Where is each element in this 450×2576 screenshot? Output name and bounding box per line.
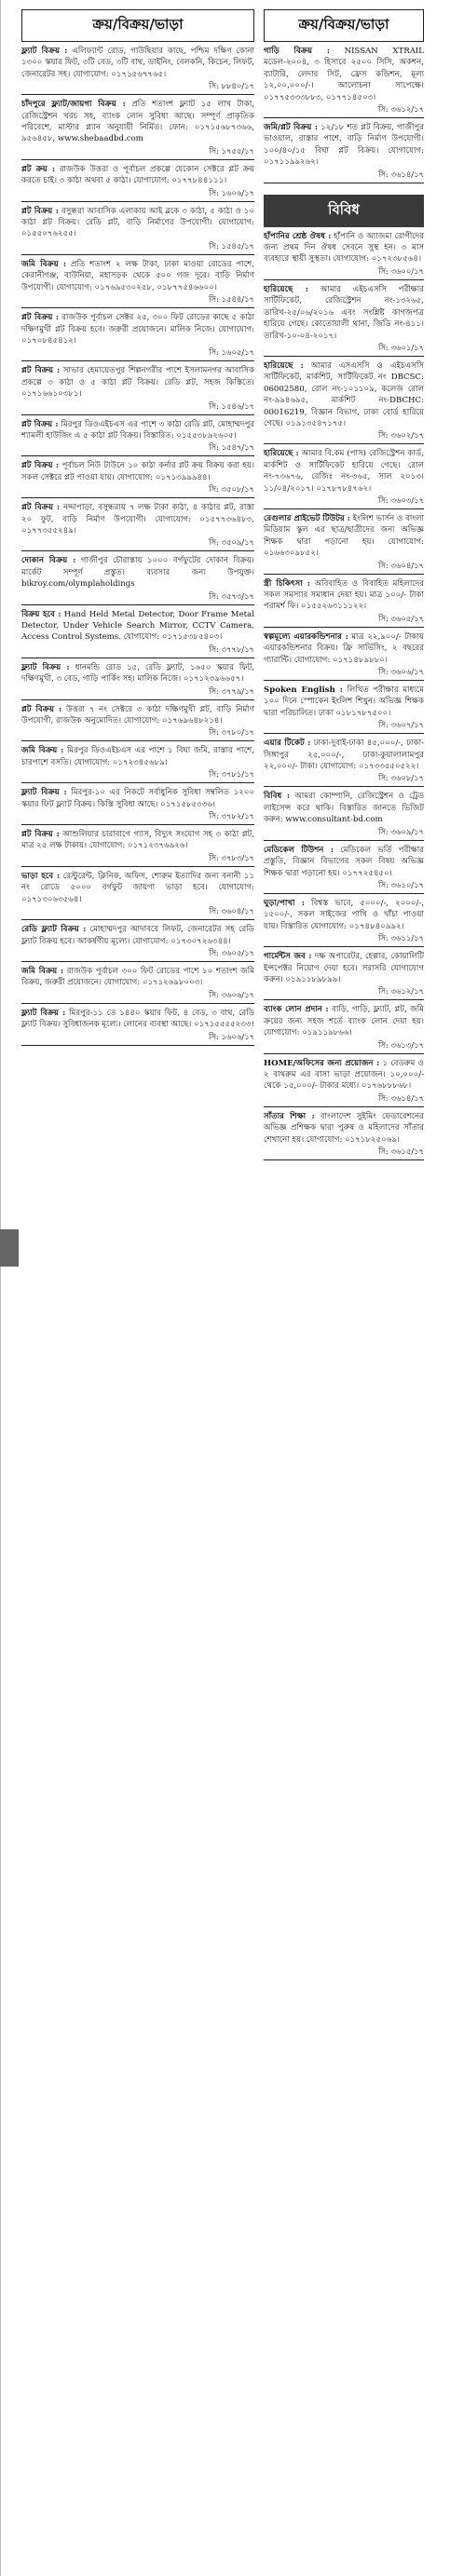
- ad-reference-code: সি: ৩৭৮০/১৭: [209, 727, 254, 738]
- ad-text: আমার বি.কম (পাস) রেজিস্ট্রেশন কার্ড, মার্কশিট ও সার্টিফিকেট হারিয়ে গেছে। রোল নং-৭৩৬৭৬, রেজিঃ নং-৩৬৫, সাল ২০১৩। ১১/০৪/২০১৭। ০১৭৮৭৮৪৭৬২।: [264, 449, 424, 494]
- ad-text: উত্তরা ৭ নং সেক্টরে ৩ কাঠা দক্ষিণমুখী প্লট, বাড়ি নির্মাণ উপযোগী, রাজউক অনুমোদিত। যোগাযোগ: ০১৭৬৯৬৪৮২১৪।: [21, 704, 254, 726]
- ad-body: [21, 704, 254, 727]
- classified-ad: [264, 448, 424, 509]
- ad-reference-code: সি: ৩৬০০/১৭: [378, 265, 424, 276]
- ad-title: রেগুলার প্রাইভেট টিউটর :: [264, 513, 350, 523]
- ad-body: [264, 845, 424, 879]
- ad-body: [264, 685, 424, 719]
- ad-title: প্লট বিক্রয় :: [21, 366, 61, 376]
- ad-body: [21, 829, 254, 852]
- ad-reference-code: সি: ৩৭৭৮/১৭: [209, 644, 254, 654]
- ad-body: [264, 1058, 424, 1092]
- ad-body: [21, 1008, 254, 1031]
- ad-text: ইংলিশ ভার্সন ও বাংলা মিডিয়াম স্কুল এর ছাত্র/ছাত্রীদের জন্য অভিজ্ঞ শিক্ষক দ্বারা পড়ানো হয়। যোগাযোগ: ০১৬৬৩০৯৮৫২।: [264, 513, 424, 559]
- ad-separator: [264, 893, 424, 894]
- ad-text: আশুলিয়ার চারাবাগে গ্যাস, বিদ্যুৎ সংযোগ সহ ৩ কাঠা প্লট, মাত্র ২৫ লক্ষ টাকায়। যোগাযোগ: ০১৭১২৩৭৬৯২৬।: [21, 830, 254, 851]
- ad-reference-code: সি: ১৫৪৭/১৭: [209, 442, 254, 453]
- ad-text: ১ বেডরুম ও ২ বাথরুম এর বাসা ভাড়া প্রয়োজন। ১০,০০০/- থেকে ১৫,০০০/- টাকার মধ্যে। ০১৭৬৮৮৮৬৮।: [264, 1058, 425, 1091]
- ad-body: [264, 231, 424, 265]
- classified-ad: [21, 164, 254, 202]
- ad-text: মিরপুর-১০ এর নিকটে সর্বাধুনিক সুবিধা সম্বলিত ১২০০ স্কয়ার ফিট ফ্ল্যাট বিক্রয়। কিস্তি সুবিধা আছে। ০১৭১৫৮৫৩৩৬।: [21, 788, 255, 809]
- ad-title: জমি/প্লট বিক্রয় :: [264, 123, 319, 133]
- ad-body: [21, 871, 254, 905]
- classified-ad: [21, 829, 254, 867]
- ad-title: চাঁদপুরে ফ্ল্যাট/জায়গা বিক্রয় :: [21, 100, 126, 110]
- ad-reference-code: সি: ৩৬১২/১৭: [378, 986, 424, 997]
- ad-separator: [21, 699, 254, 700]
- ad-text: বসুন্ধরা আবাসিক এলাকায় আই ব্লকে ৩ কাঠা, ৫ কাঠা ও ১০ কাঠা প্লট বিক্রয়। রেডি প্লট, বাড়ি নির্মাণের উপযোগী। যোগাযোগ: ০১৫৫০৭৬২৫৫।: [21, 206, 254, 239]
- ad-reference-code: সি: ৩৬০৬/১৭: [378, 667, 424, 677]
- classified-ad: [21, 259, 254, 308]
- classified-ad: [264, 685, 424, 734]
- ad-separator: [264, 627, 424, 628]
- ad-separator: [21, 740, 254, 741]
- ad-separator: [264, 786, 424, 787]
- ad-text: রাজউক পূর্বাচল ৩০০ ফিট রোডের পাশে ১০ শতাংশ জমি বিক্রয়, জরুরী প্রয়োজনে। যোগাযোগ: ০১৭১২৬৯৮০০৩।: [21, 966, 254, 988]
- classified-ad: [264, 578, 424, 628]
- ad-reference-code: সি: ১৬০৫/১৭: [209, 347, 254, 358]
- classified-ad: [21, 966, 254, 1004]
- ad-separator: [264, 279, 424, 280]
- ad-text: প্রতি শতাংশ ২ লক্ষ টাকা, ঢাকা মাওয়া রোডের পাশে, কেরানীগঞ্জ, বাউনিয়া, মহাসড়ক থেকে ৫০০ গজ দূরে। বাড়ি নির্মাণ উপযোগী। যোগাযোগ: ০১৭৬৯৫৩০২৫৮, ০১৮৭৭৫৪৬৬০০।: [21, 259, 254, 292]
- ad-title: প্লট বিক্রয় :: [21, 313, 60, 323]
- classified-ad: [264, 898, 424, 947]
- ad-separator: [264, 840, 424, 841]
- ad-title: বিবিধ :: [264, 792, 291, 802]
- ad-separator: [21, 94, 254, 95]
- miscellaneous-ads-list: [264, 231, 424, 1160]
- ad-separator: [21, 824, 254, 825]
- ad-text: এলিফ্যান্ট রোড, গাউছিয়ার কাছে, পশ্চিম দক্ষিণ কোনা ১৩০০ স্কয়ার ফিট, ৩টি বেড, ৩টি বাথ, ডাইনিং, বেলকনি, কিচেন, লিফট, জেনারেটর সহ। যোগাযোগ: ০১৭১৫৬৭৭৬৫।: [21, 47, 255, 79]
- ad-title: জমি বিক্রয় :: [21, 966, 64, 976]
- ad-body: [264, 448, 424, 495]
- ad-separator: [21, 961, 254, 962]
- ad-separator: [264, 1159, 424, 1160]
- ad-text: মাত্র ২২,৯০০/- টাকায় এয়ারকন্ডিশনার বিক্রয়। ফ্রি সার্ভিসিং, ২ বছরের গ্যারান্টি। যোগাযোগ: ০১৭১৪৮৯৮৮০।: [264, 631, 425, 665]
- ad-separator: [21, 159, 254, 160]
- ad-title: জমি বিক্রয় :: [21, 746, 64, 756]
- ad-reference-code: সি: ৩৬১৫/১৭: [378, 1146, 424, 1156]
- middle-ads-list: [264, 46, 424, 183]
- ad-body: [264, 631, 424, 666]
- ad-text: NISSAN XTRAIL মডেল-২০০৪, ৩ হিসাবে ২৫০০ সিসি, অকশন, ব্যাটারি, লেদার সিট, ফ্রেস কন্ডিশন, মূল্য ১২,০০,০০০/-। আলোচনা সাপেক্ষে। ০১৭৭৫৩৩৩৮৮৩, ০১৭৭১৪৫০৩।: [264, 47, 425, 102]
- ad-title: ব্যাংক লোন প্রদান :: [264, 1005, 329, 1015]
- ad-reference-code: সি: ৩৭৮৩/১৭: [209, 852, 254, 862]
- ad-reference-code: সি: ৩৬১২/১৭: [378, 104, 424, 115]
- ad-body: [21, 966, 254, 989]
- classified-ad: [264, 951, 424, 1000]
- classified-ad: [21, 787, 254, 825]
- ad-title: হারিয়েছে :: [264, 360, 304, 371]
- classified-ad: [264, 1058, 424, 1107]
- ad-title: Spoken English :: [264, 685, 343, 696]
- ad-text: অবিবাহিত ও বিবাহিত মহিলাদের সকল সমস্যার সমাধান দেয়া হয়। মাত্র ১০০/- টাকা পরামর্শ ফি। ০১৫৫২৬৩১১১২২।: [264, 578, 425, 612]
- classified-ad: [21, 609, 254, 658]
- ad-reference-code: সি: ৩৬০৯/১৭: [378, 826, 424, 836]
- ad-reference-code: সি: ৩৬০৩/১৭: [378, 495, 424, 505]
- ad-reference-code: সি: ৩৬০৪/১৭: [378, 560, 424, 570]
- ad-text: মিরপুর ডিওএইচএস এর পাশে ১ বিঘা জমি, রাস্তার পাশে, চারপাশে বসতি। যোগাযোগ: ০১৭২৩৪৫৬৮৯।: [21, 746, 254, 767]
- ad-reference-code: সি: ৩৭৭৯/১৭: [209, 685, 254, 696]
- ad-body: [21, 502, 254, 536]
- classified-ad: [21, 662, 254, 700]
- classified-ad: [264, 360, 424, 444]
- ad-title: গাড়ি বিক্রয় :: [264, 47, 330, 56]
- ad-reference-code: সি: ৩৭৮২/১৭: [209, 811, 254, 821]
- ad-reference-code: সি: ৩৬১১/১৭: [378, 933, 424, 943]
- ad-title: দোকান বিক্রয় :: [21, 556, 76, 566]
- ad-body: [21, 609, 254, 644]
- ad-body: [264, 284, 424, 342]
- classified-ad: [264, 122, 424, 183]
- ad-text: নদ্দাপাড়া, বসুন্ধরায় ৭ লক্ষ টাকা কাঠা, ৪ কাঠার প্লট, রাস্তা ২০ ফুট, বাড়ি নির্মাণ উপযোগী। যোগাযোগ: ০১৫৭৭৩৬৪৮৩, ০১৭৭৩৫৫২৪৯।: [21, 503, 254, 536]
- ad-separator: [264, 680, 424, 681]
- ad-title: স্বল্পমূল্যে এয়ারকন্ডিশনার :: [264, 631, 348, 642]
- ad-separator: [21, 919, 254, 920]
- ad-body: [264, 1111, 424, 1146]
- ad-text: মিরপুর ডিওএইচএস এর পাশে ৩ কাঠা রেডি প্লট, মোহাম্মদপুর শ্যামলী হাউজিং এ ৫ কাঠা প্লট বিক্রয়। বিস্তারিত: ০১৫৫৩৮৯২৬০৫।: [21, 419, 255, 441]
- ad-reference-code: সি: ৩৬১০/১৭: [378, 879, 424, 889]
- ad-body: [264, 122, 424, 169]
- ad-title: প্লট বিক্রয় :: [21, 461, 60, 471]
- ad-title: জমি বিক্রয় :: [21, 259, 67, 269]
- classified-ad: [21, 745, 254, 783]
- ad-separator: [264, 1106, 424, 1107]
- ad-separator: [21, 550, 254, 551]
- ad-text: ধানমন্ডি রোড ১৫, রেডি ফ্ল্যাট, ১৬৫০ স্কয়ার ফিট, দক্ষিণমুখী, ৩ বেড, গাড়ি পার্কিং সহ। মালিক নিজে। ০১৭১২৩৯৬৬৫৭।: [21, 662, 254, 685]
- ad-body: [21, 312, 254, 346]
- ad-title: প্লট বিক্রয় :: [21, 419, 59, 429]
- ad-separator: [21, 782, 254, 783]
- ad-reference-code: সি: ৩৭৮১/১৭: [209, 769, 254, 780]
- ad-body: [264, 513, 424, 560]
- ad-separator: [21, 497, 254, 498]
- ad-body: [21, 460, 254, 483]
- ad-text: আমার এইচএসসি পরীক্ষার সার্টিফিকেট, রেজিস্ট্রেশন নং-১৩২৬৫, তারিখ-২৫/০৬/২০১৬ এবং সংশ্লিষ্ট কাগজপত্র হারিয়ে গেছে। কোতোয়ালী থানা, জিডি নং-৪১১। তারিখ-১০-০৪-২০১৭।: [264, 284, 424, 341]
- ad-text: বাংলাদেশ সুইমিং ফেডারেশনের অভিজ্ঞ প্রশিক্ষক দ্বারা পুরুষ ও মহিলাদের সাঁতার শেখানো হয়। যোগাযোগ: ০১৭১৮২৫০৬৯।: [264, 1111, 424, 1145]
- left-ads-list: [21, 46, 254, 1046]
- ad-title: ফ্ল্যাট বিক্রয় :: [21, 788, 67, 798]
- ad-text: গাজীপুর চৌরাস্তায় ১০০০ বর্গফুটের দোকান বিক্রয়। মার্কেট সম্পূর্ণ প্রস্তুত। ব্যবসার জন্য উপযুক্ত। bikroy.com/olymplaholdings: [21, 556, 254, 590]
- ad-title: স্ত্রী চিকিৎসা :: [264, 578, 310, 589]
- ad-body: [21, 745, 254, 768]
- ad-text: মোহাম্মদপুর আদাবরে লিফট, জেনারেটর সহ রেডি ফ্ল্যাট বিক্রয় হবে। আকর্ষণীয় মূল্যে। যোগাযোগ: ০১৭৩০৭২৬৩৪৪।: [21, 925, 255, 946]
- ad-separator: [264, 443, 424, 444]
- ad-separator: [21, 307, 254, 308]
- classified-ad: [21, 555, 254, 604]
- ad-title: এয়ার টিকেট :: [264, 739, 311, 749]
- ad-title: মেডিকেল টিউশন :: [264, 845, 334, 855]
- ad-body: [21, 164, 254, 187]
- ad-text: সাভার হেমায়েতপুর শিল্পনগরীর পাশে ইসলামনগর আবাসিক প্রকল্পে ৩ কাঠা ও ৫ কাঠা প্লট বিক্রয়। রেডি প্লট, সহজ কিস্তিতে। ০১৭১৬৬১০৩৮১।: [21, 366, 254, 400]
- ad-reference-code: সি: ৩৬০৫/১৭: [209, 947, 254, 957]
- ad-separator: [21, 360, 254, 361]
- ad-text: ঢাকা-দুবাই-ঢাকা ৪৫,০০০/-, ঢাকা-সিঙ্গাপুর ২৫,০০০/-, ঢাকা-কুয়ালালামপুর ২২,০০০/- টাকা। যোগাযোগ: ০১৭৩৩৫৫০৫২২।: [264, 739, 424, 772]
- left-column-buy-sell-rent: [21, 9, 254, 1050]
- ad-text: Hand Held Metal Detector, Door Frame Metal Detector, Under Vehicle Search Mirror, CCTV Camera, Access Control Systems. যোগাযোগ: ০১৭১৫৩৮৫৪০৩।: [21, 609, 254, 643]
- ad-reference-code: সি: ৩৫৭৩/১৭: [209, 590, 254, 601]
- ad-body: [21, 419, 254, 442]
- ad-text: পূর্বাচল নিউ টাউনে ১০ কাঠা কর্নার প্লট ক্রয় বিক্রয় করা হয়। সকল সেক্টরে প্লট পাওয়া যায়। যোগাযোগ: ০১৭১৩৯৯৯৪৪।: [21, 461, 255, 482]
- section-header-buy-sell-rent-middle: ক্রয়/বিক্রয়/ভাড়া: [264, 9, 424, 42]
- ad-separator: [264, 1053, 424, 1054]
- ad-reference-code: সি: ৩৬০৪/১৭: [209, 906, 254, 916]
- ad-text: রাজউক পূর্বাচল সেক্টর ২৫, ৩০০ ফিট রোডের কাছে ৫ কাঠা দক্ষিণমুখী প্লট বিক্রয় হবে। জরুরী প্রয়োজনে। মালিক নিজে। যোগাযোগ: ০১৭০৮৪৫৪১২।: [21, 313, 254, 346]
- ad-separator: [264, 356, 424, 357]
- ad-title: প্লট বিক্রয় :: [21, 830, 60, 840]
- ad-separator: [21, 414, 254, 415]
- ad-separator: [21, 254, 254, 255]
- ad-reference-code: সি: ৩৬০৬/১৭: [209, 989, 254, 999]
- ad-text: ১২/১৮ শত প্লট বিক্রয়, গাজীপুর ভাওয়াল, রাস্তার পাশে, বাড়ি নির্মাণ উপযোগী। ১০০/৪০/১৫ বিঘা প্লট বিক্রয়। যোগাযোগ: ০১৭১১৯৯২৬২।: [264, 123, 424, 168]
- classified-ad: [21, 312, 254, 361]
- ad-body: [264, 1004, 424, 1038]
- adjacent-column-edge: [0, 0, 20, 2576]
- ad-title: প্লট বিক্রয় :: [21, 704, 62, 714]
- ad-text: রেস্টুরেন্ট, ক্লিনিক, অফিস, শোরুম ইত্যাদির জন্য বনানী ১১ নং রোডে ৫০০০ বর্গফুট জায়গা ভাড়া হবে। যোগাযোগ: ০১৭১৩০৬৩৫৬৪।: [21, 871, 255, 904]
- classified-ad: [264, 845, 424, 894]
- ad-title: ফ্ল্যাট বিক্রয় :: [21, 1008, 66, 1018]
- ad-reference-code: সি: ৩৬১৪/১৭: [378, 1092, 424, 1103]
- ad-body: [264, 578, 424, 613]
- ad-body: [264, 360, 424, 429]
- ad-title: সাঁতার শিক্ষা :: [264, 1111, 315, 1121]
- ad-reference-code: সি: ১৬০৬/১৭: [209, 1031, 254, 1041]
- ad-body: [21, 99, 254, 145]
- classified-ad: [264, 1111, 424, 1160]
- ad-text: প্রতি শতাংশ ফ্ল্যাট ১৫ লাখ টাকা, রেজিস্ট্রেশন খরচ সহ, ব্যাংক লোন সুবিধা আছে। সম্পূর্ণ প্রাকৃতিক পরিবেশে, মাস্টার প্ল্যান অনুযায়ী নির্মিত। ফোন: ০১৭১৫৬৮৭৩৬৬, ৯৫৬৪৫৮, www.shebaadbd.com: [21, 100, 254, 144]
- ad-title: HOME/অফিসের জন্য প্রয়োজন :: [264, 1058, 380, 1068]
- classified-ad: [21, 502, 254, 551]
- ad-separator: [21, 604, 254, 605]
- ad-body: [21, 787, 254, 810]
- classified-ad: [21, 1008, 254, 1046]
- ad-reference-code: সি: ১৫৪৫/১৭: [209, 240, 254, 251]
- ad-title: ফ্ল্যাট বিক্রয় :: [21, 662, 70, 672]
- ad-title: গার্মেন্টস জব :: [264, 952, 312, 962]
- classified-ad: [264, 284, 424, 357]
- ad-title: হারিয়েছে :: [264, 449, 299, 459]
- classified-ad: [264, 513, 424, 575]
- classified-ad: [21, 924, 254, 962]
- ad-text: রাজউক উত্তরা ও পূর্বাচল প্রকল্পে যেকোন সেক্টরে প্লট ক্রয় করতে চাই। ৩ কাঠা অথবা ৫ কাঠা। যোগাযোগ: ০১৭৭৮৪৪১১১।: [21, 164, 254, 186]
- ad-title: ভাড়া হবে :: [21, 871, 61, 881]
- ad-body: [21, 924, 254, 947]
- classified-ad: [21, 871, 254, 920]
- ad-body: [21, 555, 254, 590]
- ad-body: [21, 365, 254, 400]
- ad-reference-code: সি: ৩৫০৯/১৭: [209, 537, 254, 548]
- ad-separator: [264, 999, 424, 1000]
- ad-separator: [264, 117, 424, 118]
- ad-reference-code: সি: ১৬০৬/১৭: [209, 187, 254, 197]
- dark-band: [0, 1229, 19, 1267]
- ad-text: বাড়ি, গাড়ি, ফ্ল্যাট, প্লট, জমি ক্রয়ের জন্য সহজ শর্তে ব্যাংক লোন দেয়া হয়। যোগাযোগ: ০১৯১১৯৮৬৬।: [264, 1005, 424, 1038]
- classified-ad: [264, 631, 424, 681]
- classified-ad: [264, 791, 424, 840]
- ad-separator: [21, 866, 254, 867]
- ad-reference-code: সি: ৩৬০৭/১৭: [378, 720, 424, 730]
- ad-text: মেডিকেল ভর্তি পরীক্ষার প্রস্তুতি, বিজ্ঞান বিভাগের সকল বিষয় অভিজ্ঞ শিক্ষক দ্বারা পড়ানো হয়। ০১৭৭২৫৪৫০।: [264, 845, 425, 878]
- ad-reference-code: সি: ৩৬০৮/১৭: [378, 773, 424, 783]
- classified-ad: [21, 206, 254, 255]
- ad-title: বিক্রয় হবে :: [21, 609, 61, 619]
- ad-text: হাঁপানি ও অ্যাজমা রোগীদের জন্য প্রথম দিন ঔষধ সেবনে সুস্থ হন। ৩ মাস ব্যবহারে স্থায়ী সুস্থতা। যোগাযোগ: ০১৭২৩৮৫৬৪।: [264, 231, 425, 264]
- ad-text: মিরপুর-১১ তে ১৪৪০ স্কয়ার ফিট, ৪ বেড, ৩ বাথ, রেডি ফ্ল্যাট বিক্রয়। সুবিধাজনক মূল্যে। লোনের ব্যবস্থা আছে। ০১৭১৫৫৫৫২৩৩।: [21, 1008, 254, 1030]
- ad-reference-code: সি: ১৫৪৬/১৭: [209, 400, 254, 411]
- ad-body: [21, 259, 254, 293]
- ad-separator: [21, 1045, 254, 1046]
- classified-ad: [21, 704, 254, 742]
- ad-text: বিশ্বস্ত ভাবে, ৫০০০/-, ২০০০/-, ১৫০০/-, সকল সাইজের পাখি ও খাঁচা পাওয়া যায়। বিস্তারিত যোগাযোগ: ০১৭৪৮৪০৯৯২।: [264, 898, 425, 931]
- ad-reference-code: সি: ৩৫০৮/১৭: [209, 484, 254, 495]
- ad-title: হারিয়েছে :: [264, 284, 308, 294]
- ad-separator: [264, 733, 424, 734]
- ad-separator: [264, 574, 424, 575]
- ad-text: দক্ষ অপারেটর, হেল্পার, কোয়ালিটি ইন্সপেক্টর নিয়োগ দেয়া হবে। সরাসরি যোগাযোগ করুন। ০১৯১১৮৯৮৯৯।: [264, 952, 424, 984]
- ad-body: [21, 662, 254, 685]
- ad-separator: [21, 201, 254, 202]
- section-header-buy-sell-rent-left: ক্রয়/বিক্রয়/ভাড়া: [21, 9, 254, 42]
- ad-reference-code: সি: ৩৬০১/১৭: [378, 342, 424, 352]
- classified-ad: [264, 46, 424, 118]
- classified-ad: [21, 419, 254, 457]
- ad-body: [264, 46, 424, 103]
- ad-title: হাঁপানির শ্রেষ্ঠ ঔষধ :: [264, 231, 332, 241]
- ad-body: [264, 791, 424, 825]
- classified-ad: [264, 231, 424, 280]
- ad-title: ফ্ল্যাট বিক্রয় :: [21, 47, 68, 56]
- ad-body: [21, 206, 254, 240]
- section-header-miscellaneous: বিবিধ: [264, 195, 424, 227]
- classified-ad: [21, 365, 254, 414]
- classified-ad: [264, 738, 424, 787]
- ad-separator: [264, 946, 424, 947]
- ad-reference-code: সি: ৩৬১৩/১৭: [378, 1039, 424, 1050]
- ad-reference-code: সি: ৩৬০২/১৭: [378, 430, 424, 441]
- ad-title: প্লট ক্রয় :: [21, 164, 56, 174]
- ad-body: [264, 951, 424, 985]
- ad-title: প্লট বিক্রয় :: [21, 206, 59, 216]
- ad-reference-code: সি: ১৭৫৫/১৭: [209, 145, 254, 156]
- ad-text: আমরা কোম্পানি, রেজিস্ট্রেশন ও ট্রেড লাইসেন্স করে থাকি। বিস্তারিত জানতে ভিজিট করুন: www.consultant-bd.com: [264, 792, 425, 825]
- ad-separator: [21, 1003, 254, 1004]
- ad-reference-code: সি: ৩৬১৪/১৭: [378, 169, 424, 179]
- ad-title: রেডি ফ্ল্যাট বিক্রয় :: [21, 925, 87, 935]
- ad-body: [264, 738, 424, 772]
- ad-reference-code: সি: ৩৬০৫/১৭: [378, 613, 424, 623]
- ad-body: [21, 46, 254, 80]
- classified-ad: [264, 1004, 424, 1053]
- classified-ad: [21, 99, 254, 160]
- ad-text: আমার এসএসসি ও এইচএসসি সার্টিফিকেট, মার্কশিট, সার্টিফিকেট নং DBCSC: 06002580, রোল নং-১০১১০৯, কলেজ রোল নং-৯৯৪৬৯৫, মার্কশিট নং-DBCHC: 00016219, বিজ্ঞান বিভাগ, ঢাকা বোর্ড হারিয়ে গেছে। ০১৯১৩৫৪৭১৭৫।: [264, 360, 424, 428]
- ad-text: লিখিত পরীক্ষার মাধ্যমে ১০০ দিনে স্পোকেন ইংলিশ শিখুন। অভিজ্ঞ শিক্ষক দ্বারা পরিচালিত। ঢাকা ০১৮১৭৮৭৫০০।: [264, 685, 425, 718]
- ad-reference-code: সি: ৮৮৪০/১৭: [209, 81, 254, 91]
- classified-ad: [21, 46, 254, 95]
- ad-reference-code: সি: ১৫৪৪/১৭: [209, 294, 254, 305]
- ad-title: ঘুড়া/পাখা :: [264, 898, 305, 908]
- middle-column: [264, 9, 424, 1164]
- ad-title: প্লট বিক্রয় :: [21, 503, 61, 513]
- ad-body: [264, 898, 424, 932]
- classified-ad: [21, 460, 254, 498]
- ad-separator: [264, 508, 424, 509]
- ad-separator: [21, 455, 254, 456]
